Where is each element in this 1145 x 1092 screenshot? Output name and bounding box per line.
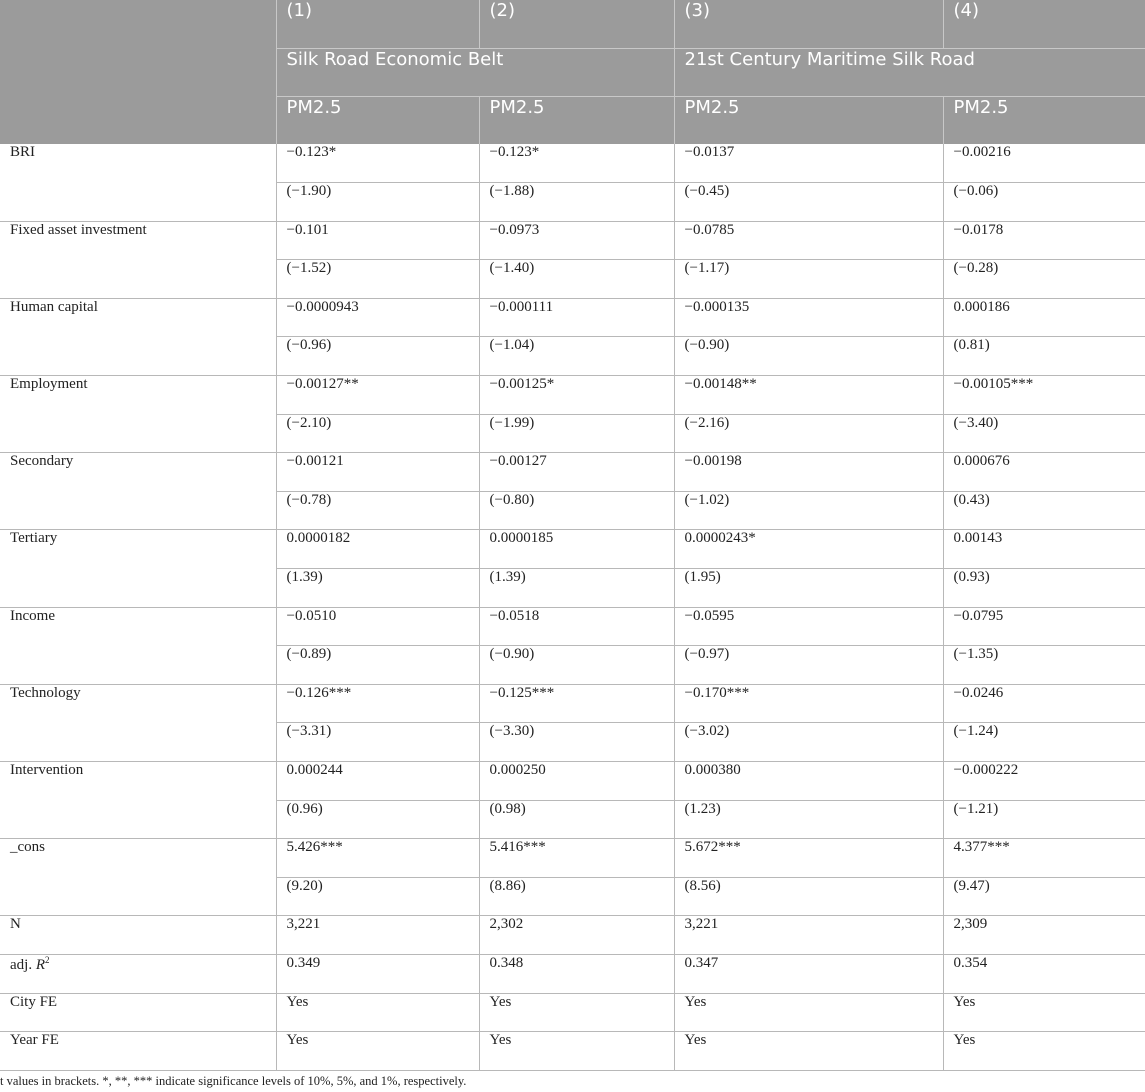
tstat-cell: (−2.10) [276, 414, 479, 453]
variable-label: Income [0, 607, 276, 684]
coef-cell: −0.0137 [674, 144, 943, 183]
dependent-variable-header: PM2.5 [479, 96, 674, 144]
tstat-cell: (−1.52) [276, 260, 479, 299]
tstat-cell: (−1.24) [943, 723, 1145, 762]
tstat-cell: (−1.04) [479, 337, 674, 376]
tstat-cell: (8.56) [674, 877, 943, 916]
tstat-cell: (1.23) [674, 800, 943, 839]
stat-label-superscript: 2 [45, 954, 50, 965]
tstat-cell: (−1.35) [943, 646, 1145, 685]
tstat-cell: (−0.28) [943, 260, 1145, 299]
coef-cell: 0.000186 [943, 298, 1145, 337]
stat-cell: 0.354 [943, 954, 1145, 993]
tstat-cell: (−0.89) [276, 646, 479, 685]
coef-cell: −0.0595 [674, 607, 943, 646]
stat-cell: Yes [276, 1032, 479, 1071]
coef-row [0, 144, 1145, 183]
column-group-header: Silk Road Economic Belt [276, 48, 674, 96]
stat-label: Year FE [0, 1032, 276, 1071]
coef-cell: 5.672*** [674, 839, 943, 878]
coef-cell: 0.000676 [943, 453, 1145, 492]
coef-cell: −0.00105*** [943, 376, 1145, 415]
dependent-variable-header: PM2.5 [674, 96, 943, 144]
tstat-cell: (−0.96) [276, 337, 479, 376]
coef-row [0, 607, 1145, 646]
tstat-cell: (−3.02) [674, 723, 943, 762]
tstat-cell: (−3.30) [479, 723, 674, 762]
coef-cell: 0.0000185 [479, 530, 674, 569]
coef-cell: −0.0246 [943, 684, 1145, 723]
variable-label: Technology [0, 684, 276, 761]
table-body [0, 144, 1145, 1070]
table-footnote: t values in brackets. *, **, *** indicate significance levels of 10%, 5%, and 1%, respectively. [0, 1074, 467, 1088]
coef-cell: −0.123* [276, 144, 479, 183]
stat-cell: 3,221 [674, 916, 943, 955]
column-number: (3) [674, 0, 943, 48]
coef-cell: 0.000380 [674, 762, 943, 801]
stat-label-italic: R [35, 956, 45, 973]
header-stub [0, 0, 276, 144]
tstat-cell: (−0.90) [674, 337, 943, 376]
stat-cell: Yes [943, 993, 1145, 1032]
tstat-cell: (1.39) [479, 569, 674, 608]
coef-cell: −0.00127** [276, 376, 479, 415]
variable-label: BRI [0, 144, 276, 221]
header-row-column-numbers [0, 0, 1145, 48]
tstat-cell: (−0.97) [674, 646, 943, 685]
stat-label: N [0, 916, 276, 955]
coef-row [0, 530, 1145, 569]
coef-cell: 0.00143 [943, 530, 1145, 569]
coef-row [0, 839, 1145, 878]
dependent-variable-header: PM2.5 [943, 96, 1145, 144]
stat-cell: 0.349 [276, 954, 479, 993]
tstat-cell: (1.95) [674, 569, 943, 608]
stat-label: City FE [0, 993, 276, 1032]
variable-label: Intervention [0, 762, 276, 839]
coef-row [0, 453, 1145, 492]
coef-cell: −0.0785 [674, 221, 943, 260]
tstat-cell: (0.98) [479, 800, 674, 839]
coef-cell: −0.00125* [479, 376, 674, 415]
coef-cell: −0.125*** [479, 684, 674, 723]
stat-cell: Yes [276, 993, 479, 1032]
column-number: (1) [276, 0, 479, 48]
coef-cell: −0.00127 [479, 453, 674, 492]
stat-cell: Yes [674, 993, 943, 1032]
tstat-cell: (0.93) [943, 569, 1145, 608]
stat-cell: Yes [479, 1032, 674, 1071]
coef-cell: −0.000222 [943, 762, 1145, 801]
coef-cell: −0.00148** [674, 376, 943, 415]
coef-row [0, 684, 1145, 723]
tstat-cell: (−0.90) [479, 646, 674, 685]
stat-cell: 2,302 [479, 916, 674, 955]
variable-label: Employment [0, 376, 276, 453]
column-number: (2) [479, 0, 674, 48]
column-group-header: 21st Century Maritime Silk Road [674, 48, 1145, 96]
tstat-cell: (−0.06) [943, 183, 1145, 222]
tstat-cell: (−1.17) [674, 260, 943, 299]
coef-cell: 5.416*** [479, 839, 674, 878]
coef-cell: −0.123* [479, 144, 674, 183]
coef-cell: −0.126*** [276, 684, 479, 723]
variable-label: Secondary [0, 453, 276, 530]
stat-row-adj-r2 [0, 954, 1145, 993]
tstat-cell: (0.43) [943, 491, 1145, 530]
variable-label: Fixed asset investment [0, 221, 276, 298]
coef-cell: −0.00121 [276, 453, 479, 492]
coef-cell: 0.0000182 [276, 530, 479, 569]
coef-cell: 4.377*** [943, 839, 1145, 878]
stat-row-n [0, 916, 1145, 955]
coef-cell: −0.0518 [479, 607, 674, 646]
stat-cell: 2,309 [943, 916, 1145, 955]
stat-cell: Yes [674, 1032, 943, 1071]
tstat-cell: (1.39) [276, 569, 479, 608]
coef-cell: −0.170*** [674, 684, 943, 723]
tstat-cell: (0.81) [943, 337, 1145, 376]
coef-cell: 0.000244 [276, 762, 479, 801]
tstat-cell: (−0.78) [276, 491, 479, 530]
column-number: (4) [943, 0, 1145, 48]
dependent-variable-header: PM2.5 [276, 96, 479, 144]
coef-cell: −0.0178 [943, 221, 1145, 260]
coef-cell: 5.426*** [276, 839, 479, 878]
stat-cell: Yes [943, 1032, 1145, 1071]
table-header [0, 0, 1145, 144]
variable-label: _cons [0, 839, 276, 916]
coef-cell: −0.0973 [479, 221, 674, 260]
stat-cell: 0.348 [479, 954, 674, 993]
variable-label: Human capital [0, 298, 276, 375]
tstat-cell: (−0.45) [674, 183, 943, 222]
coef-cell: −0.000111 [479, 298, 674, 337]
coef-row [0, 298, 1145, 337]
tstat-cell: (−3.31) [276, 723, 479, 762]
tstat-cell: (−1.21) [943, 800, 1145, 839]
coef-cell: 0.000250 [479, 762, 674, 801]
tstat-cell: (−0.80) [479, 491, 674, 530]
stat-cell: Yes [479, 993, 674, 1032]
tstat-cell: (9.47) [943, 877, 1145, 916]
coef-cell: −0.000135 [674, 298, 943, 337]
tstat-cell: (−1.90) [276, 183, 479, 222]
coef-cell: −0.0795 [943, 607, 1145, 646]
coef-row [0, 376, 1145, 415]
stat-label [0, 954, 276, 993]
tstat-cell: (−1.02) [674, 491, 943, 530]
tstat-cell: (8.86) [479, 877, 674, 916]
coef-cell: 0.0000243* [674, 530, 943, 569]
stat-label-prefix: adj. [10, 956, 36, 973]
stat-cell: 0.347 [674, 954, 943, 993]
tstat-cell: (−3.40) [943, 414, 1145, 453]
tstat-cell: (9.20) [276, 877, 479, 916]
variable-label: Tertiary [0, 530, 276, 607]
coef-cell: −0.00216 [943, 144, 1145, 183]
tstat-cell: (−1.88) [479, 183, 674, 222]
stat-row-year-fe [0, 1032, 1145, 1071]
coef-cell: −0.101 [276, 221, 479, 260]
tstat-cell: (0.96) [276, 800, 479, 839]
coef-row [0, 221, 1145, 260]
stat-cell: 3,221 [276, 916, 479, 955]
tstat-cell: (−2.16) [674, 414, 943, 453]
coef-cell: −0.0510 [276, 607, 479, 646]
stat-row-city-fe [0, 993, 1145, 1032]
coef-cell: −0.0000943 [276, 298, 479, 337]
coef-row [0, 762, 1145, 801]
tstat-cell: (−1.99) [479, 414, 674, 453]
tstat-cell: (−1.40) [479, 260, 674, 299]
coef-cell: −0.00198 [674, 453, 943, 492]
